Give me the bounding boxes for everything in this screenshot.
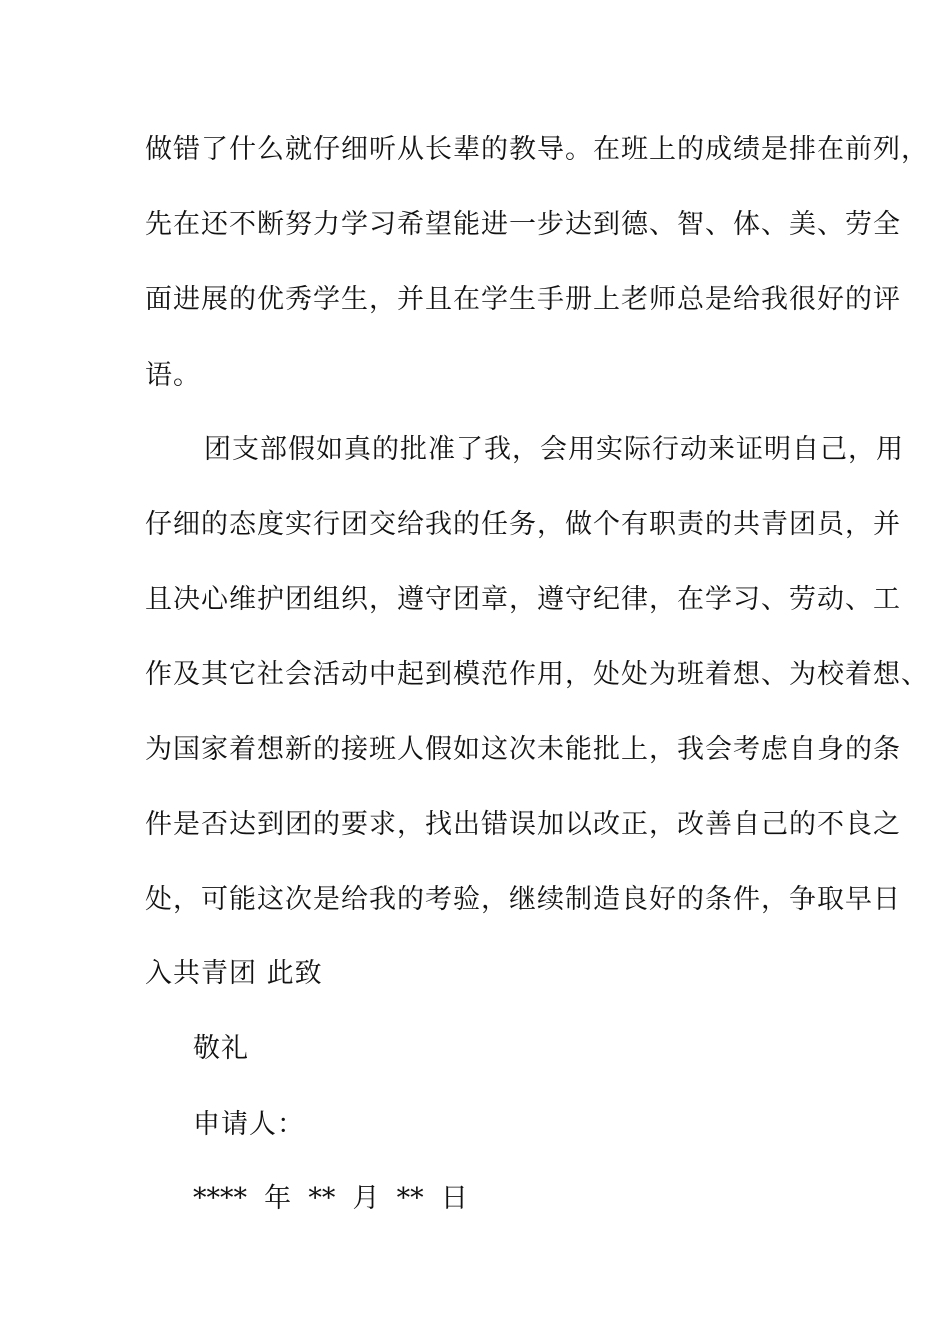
body-line-3: 面进展的优秀学生，并且在学生手册上老师总是给我很好的评	[145, 284, 901, 315]
body-line-8: 作及其它社会活动中起到模范作用，处处为班着想、为校着想、	[145, 659, 929, 690]
body-line-7: 且决心维护团组织，遵守团章，遵守纪律，在学习、劳动、工	[145, 584, 901, 615]
closing-salutation: 敬礼	[193, 1033, 249, 1064]
body-line-9: 为国家着想新的接班人假如这次未能批上，我会考虑自身的条	[145, 734, 901, 765]
body-line-11: 处，可能这次是给我的考验，继续制造良好的条件，争取早日	[145, 884, 901, 915]
body-line-10: 件是否达到团的要求，找出错误加以改正，改善自己的不良之	[145, 809, 901, 840]
body-line-6: 仔细的态度实行团交给我的任务，做个有职责的共青团员，并	[145, 509, 901, 540]
body-line-1: 做错了什么就仔细听从长辈的教导。在班上的成绩是排在前列，	[145, 134, 929, 165]
body-line-4: 语。	[145, 360, 201, 391]
applicant-label: 申请人：	[193, 1109, 305, 1140]
date-line: **** 年 ** 月 ** 日	[193, 1183, 468, 1214]
body-line-5: 团支部假如真的批准了我，会用实际行动来证明自己，用	[204, 434, 904, 465]
body-line-12: 入共青团 此致	[145, 958, 323, 989]
body-line-2: 先在还不断努力学习希望能进一步达到德、智、体、美、劳全	[145, 209, 901, 240]
